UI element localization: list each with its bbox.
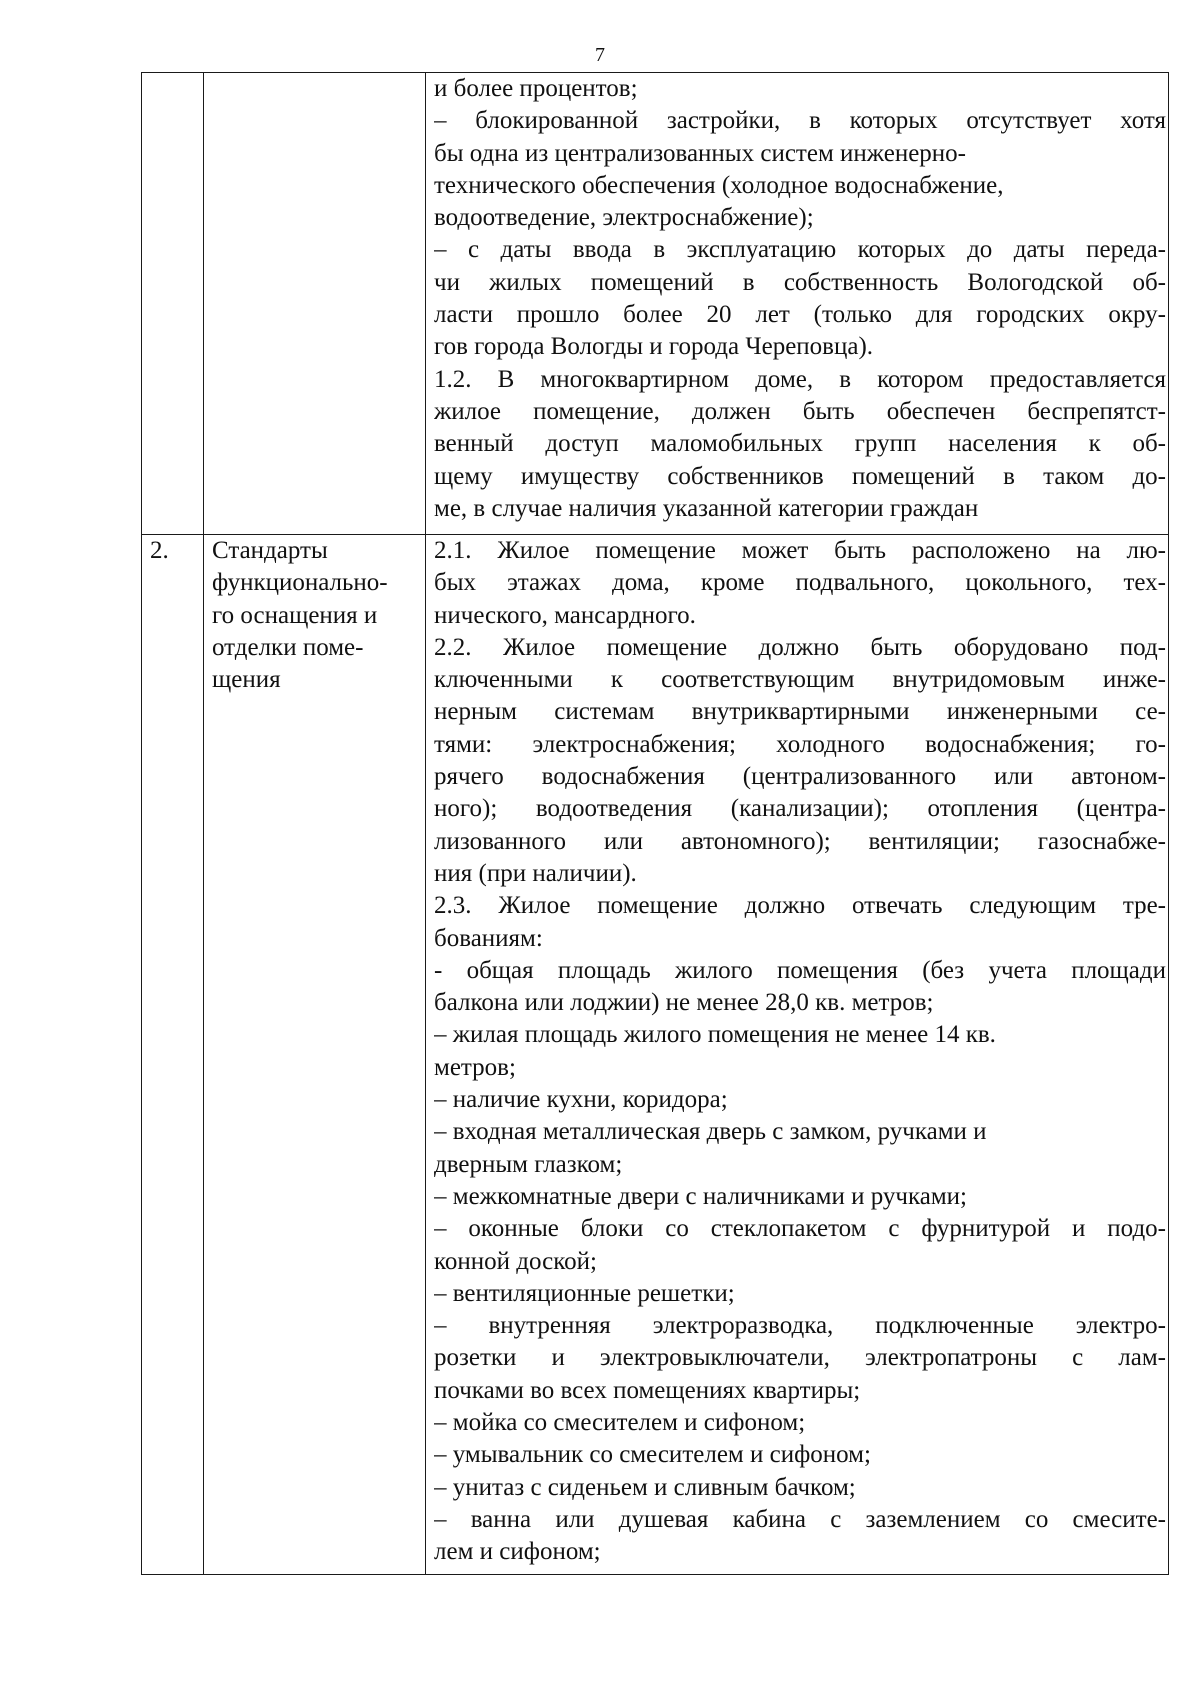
content-line: жилое помещение, должен быть обеспечен беспрепятст- (434, 397, 1166, 425)
content-line: нерным системам внутриквартирными инженерными се- (434, 698, 1166, 726)
standards-table (141, 72, 1169, 1575)
content-line: венный доступ маломобильных групп населения к об- (434, 430, 1166, 458)
content-line: рячего водоснабжения (централизованного или автоном- (434, 763, 1166, 791)
content-line: – ванна или душевая кабина с заземлением со смесите- (434, 1505, 1166, 1533)
content-line: ного); водоотведения (канализации); отопления (центра- (434, 795, 1166, 823)
title-line: отделки поме- (212, 633, 364, 661)
table-row (142, 73, 1169, 535)
content-line: – входная металлическая дверь с замком, ручками и (434, 1118, 987, 1146)
content-line: - общая площадь жилого помещения (без учета площади (434, 956, 1166, 984)
content-line: почками во всех помещениях квартиры; (434, 1376, 861, 1404)
row-content-cell (426, 535, 1169, 1575)
content-line: – наличие кухни, коридора; (434, 1086, 728, 1114)
row-title-cell (204, 535, 426, 1575)
content-line: щему имуществу собственников помещений в таком до- (434, 462, 1166, 490)
content-line: – с даты ввода в эксплуатацию которых до даты переда- (434, 236, 1166, 264)
content-line: 2.1. Жилое помещение может быть расположено на лю- (434, 537, 1166, 564)
title-line: щения (212, 666, 281, 694)
content-line: – мойка со смесителем и сифоном; (434, 1409, 806, 1437)
content-line: чи жилых помещений в собственность Вологодской об- (434, 268, 1166, 296)
content-line: – внутренняя электроразводка, подключенные электро- (434, 1312, 1166, 1340)
content-line: бованиям: (434, 924, 543, 952)
content-line: гов города Вологды и города Череповца). (434, 333, 874, 361)
content-line: – оконные блоки со стеклопакетом с фурнитурой и подо- (434, 1215, 1166, 1243)
content-line: – унитаз с сиденьем и сливным бачком; (434, 1473, 856, 1501)
content-line: метров; (434, 1053, 516, 1081)
content-line: лизованного или автономного); вентиляции; газоснабже- (434, 827, 1166, 855)
content-line: розетки и электровыключатели, электропатроны с лам- (434, 1344, 1166, 1372)
title-line: функционально- (212, 569, 388, 597)
content-line: 1.2. В многоквартирном доме, в котором предоставляется (434, 365, 1166, 393)
content-line: конной доской; (434, 1247, 597, 1275)
content-line: нического, мансардного. (434, 601, 696, 629)
content-line: ласти прошло более 20 лет (только для городских окру- (434, 301, 1166, 329)
row-title-cell (204, 73, 426, 535)
table-row (142, 535, 1169, 1575)
content-line: – блокированной застройки, в которых отсутствует хотя (434, 107, 1166, 135)
row-number-cell (142, 73, 204, 535)
content-line: бы одна из централизованных систем инженерно- (434, 139, 966, 167)
content-line: водоотведение, электроснабжение); (434, 204, 814, 232)
content-line: и более процентов; (434, 75, 638, 102)
content-line: технического обеспечения (холодное водоснабжение, (434, 171, 1004, 199)
content-line: бых этажах дома, кроме подвального, цокольного, тех- (434, 569, 1166, 597)
content-line: 2.2. Жилое помещение должно быть оборудовано под- (434, 633, 1166, 661)
row-content-cell (426, 73, 1169, 535)
content-line: ния (при наличии). (434, 859, 637, 887)
content-line: балкона или лоджии) не менее 28,0 кв. метров; (434, 989, 934, 1017)
title-line: го оснащения и (212, 601, 378, 629)
content-line: лем и сифоном; (434, 1538, 601, 1566)
content-line: – вентиляционные решетки; (434, 1279, 735, 1307)
content-line: тями: электроснабжения; холодного водоснабжения; го- (434, 730, 1166, 758)
page-number: 7 (595, 44, 605, 66)
content-line: – жилая площадь жилого помещения не менее 14 кв. (434, 1021, 996, 1049)
content-line: ключенными к соответствующим внутридомовым инже- (434, 666, 1166, 694)
content-line: 2.3. Жилое помещение должно отвечать следующим тре- (434, 892, 1166, 920)
content-line: – умывальник со смесителем и сифоном; (434, 1441, 871, 1469)
row-number-cell: 2. (142, 535, 204, 1575)
title-line: Стандарты (212, 537, 328, 564)
content-line: – межкомнатные двери с наличниками и ручками; (434, 1182, 967, 1210)
content-line: ме, в случае наличия указанной категории граждан (434, 494, 979, 522)
content-line: дверным глазком; (434, 1150, 623, 1178)
